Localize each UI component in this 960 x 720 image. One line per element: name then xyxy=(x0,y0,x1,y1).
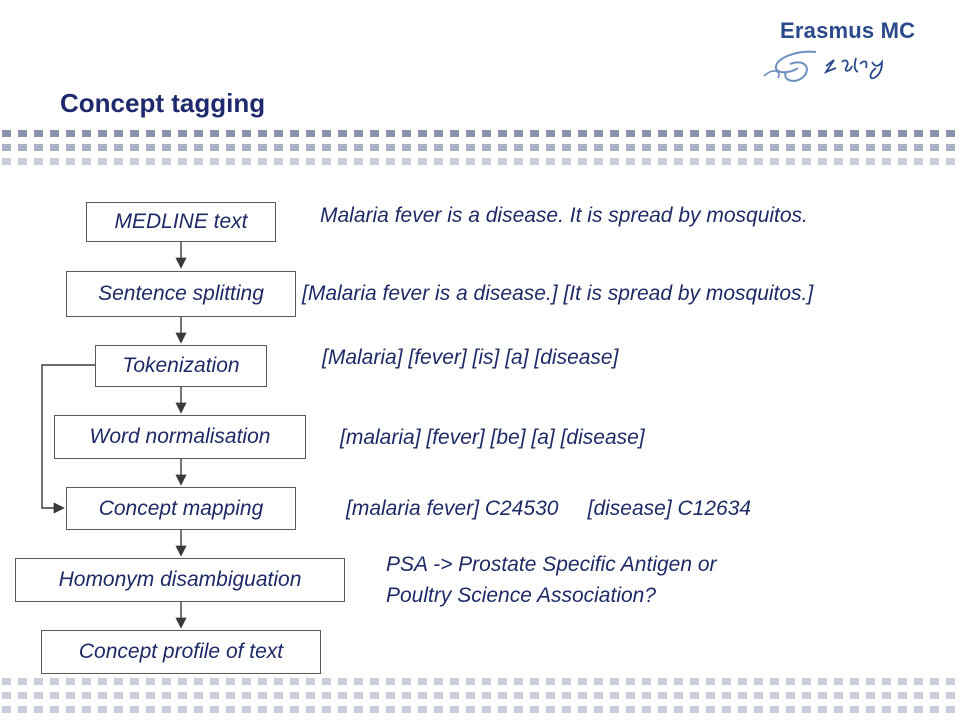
example-sentence-splitting: [Malaria fever is a disease.] [It is spread by mosquitos.] xyxy=(302,282,814,305)
example-concept-mapping: [malaria fever] C24530 [disease] C12634 xyxy=(346,497,752,520)
step-word-normalisation: Word normalisation xyxy=(54,415,306,459)
logo-wordmark: Erasmus MC xyxy=(780,18,916,43)
step-tokenization: Tokenization xyxy=(95,345,267,387)
slide-title: Concept tagging xyxy=(60,88,266,118)
example-homonym-line-1: PSA -> Prostate Specific Antigen or xyxy=(386,553,717,576)
step-sentence-splitting: Sentence splitting xyxy=(66,271,296,317)
step-concept-mapping: Concept mapping xyxy=(66,487,296,530)
example-homonym-line-2: Poultry Science Association? xyxy=(386,584,657,607)
example-tokenization: [Malaria] [fever] [is] [a] [disease] xyxy=(322,346,619,369)
example-medline-text: Malaria fever is a disease. It is spread by mosquitos. xyxy=(320,204,808,227)
step-concept-profile: Concept profile of text xyxy=(41,630,321,674)
example-word-normalisation: [malaria] [fever] [be] [a] [disease] xyxy=(340,426,645,449)
step-homonym-disambiguation: Homonym disambiguation xyxy=(15,558,345,602)
step-medline-text: MEDLINE text xyxy=(86,202,276,242)
